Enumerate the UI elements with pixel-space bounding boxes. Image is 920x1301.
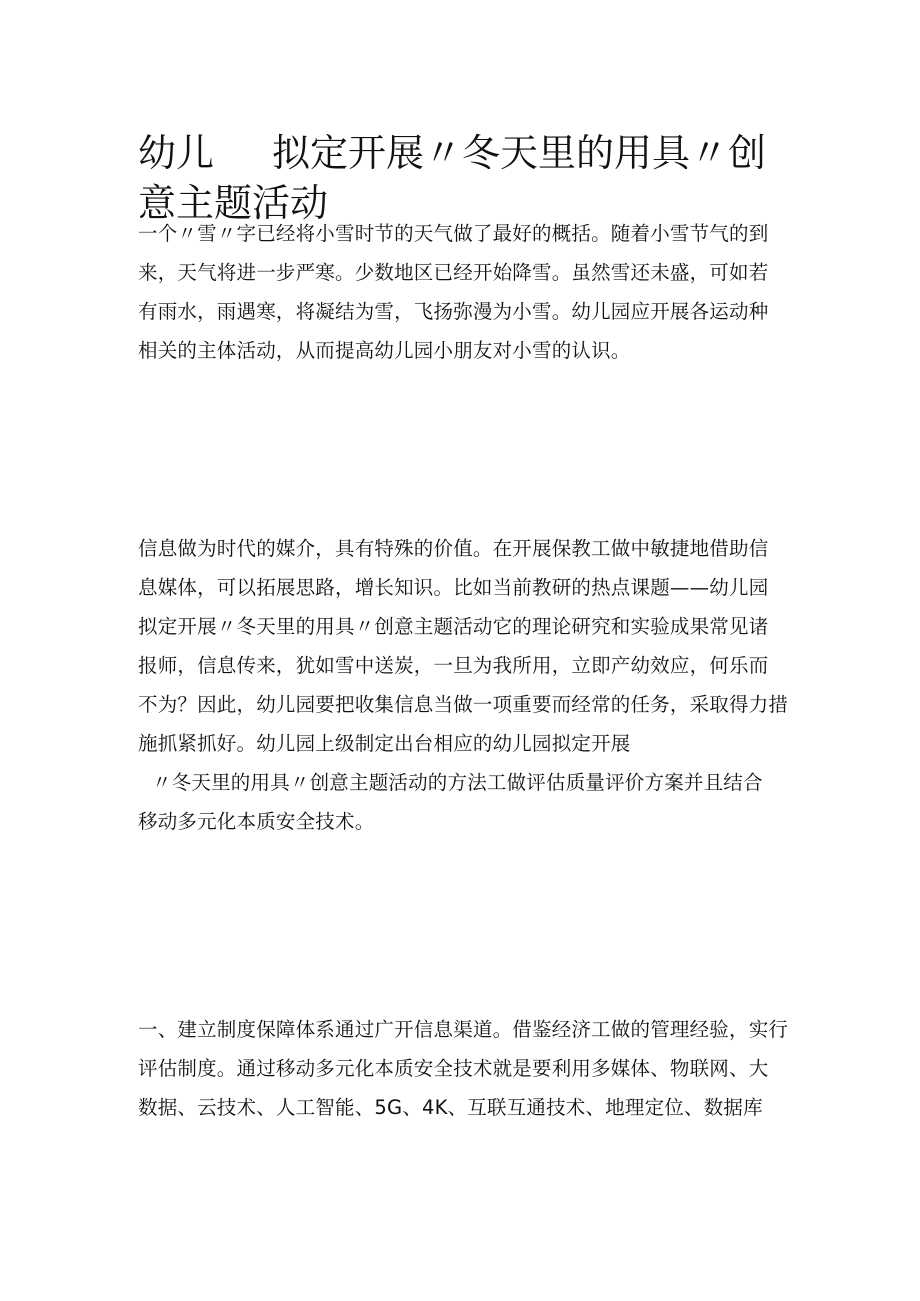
paragraph-line: 一、建立制度保障体系通过广开信息渠道。借鉴经济工做的管理经验，实行 xyxy=(138,1018,789,1041)
paragraph-line: 有雨水，雨遇寒，将凝结为雪，飞扬弥漫为小雪。幼儿园应开展各运动种 xyxy=(138,300,769,323)
paragraph-line: 数据、云技术、人工智能、5G、4K、互联互通技术、地理定位、数据库 xyxy=(138,1096,763,1119)
paragraph-line: 相关的主体活动，从而提高幼儿园小朋友对小雪的认识。 xyxy=(138,339,631,362)
paragraph-line: 拟定开展〃冬天里的用具〃创意主题活动它的理论研究和实验成果常见诸 xyxy=(138,615,769,638)
paragraph-line: 施抓紧抓好。幼儿园上级制定出台相应的幼儿园拟定开展 xyxy=(138,732,631,755)
paragraph-line: 〃冬天里的用具〃创意主题活动的方法工做评估质量评价方案并且结合 xyxy=(152,771,763,794)
paragraph-intro xyxy=(138,214,788,370)
title-part-2: 拟定开展〃冬天里的用具〃创 xyxy=(272,131,767,175)
paragraph-information xyxy=(138,529,788,841)
title-line-2: 意主题活动 xyxy=(138,181,329,225)
paragraph-section-one xyxy=(138,1010,788,1127)
paragraph-line: 移动多元化本质安全技术。 xyxy=(138,810,375,833)
paragraph-line: 评估制度。通过移动多元化本质安全技术就是要利用多媒体、物联网、大 xyxy=(138,1057,769,1080)
paragraph-line: 不为？因此，幼儿园要把收集信息当做一项重要而经常的任务，采取得力措 xyxy=(138,693,789,716)
paragraph-line: 信息做为时代的媒介，具有特殊的价值。在开展保教工做中敏捷地借助信 xyxy=(138,537,769,560)
paragraph-line: 来，天气将进一步严寒。少数地区已经开始降雪。虽然雪还未盛，可如若 xyxy=(138,261,769,284)
paragraph-line: 一个〃雪〃字已经将小雪时节的天气做了最好的概括。随着小雪节气的到 xyxy=(138,222,769,245)
document-title xyxy=(138,128,798,228)
title-part-1: 幼儿 xyxy=(138,131,215,175)
paragraph-line: 息媒体，可以拓展思路，增长知识。比如当前教研的热点课题——幼儿园 xyxy=(138,576,769,599)
paragraph-line: 报师，信息传来，犹如雪中送炭，一旦为我所用，立即产幼效应，何乐而 xyxy=(138,654,769,677)
